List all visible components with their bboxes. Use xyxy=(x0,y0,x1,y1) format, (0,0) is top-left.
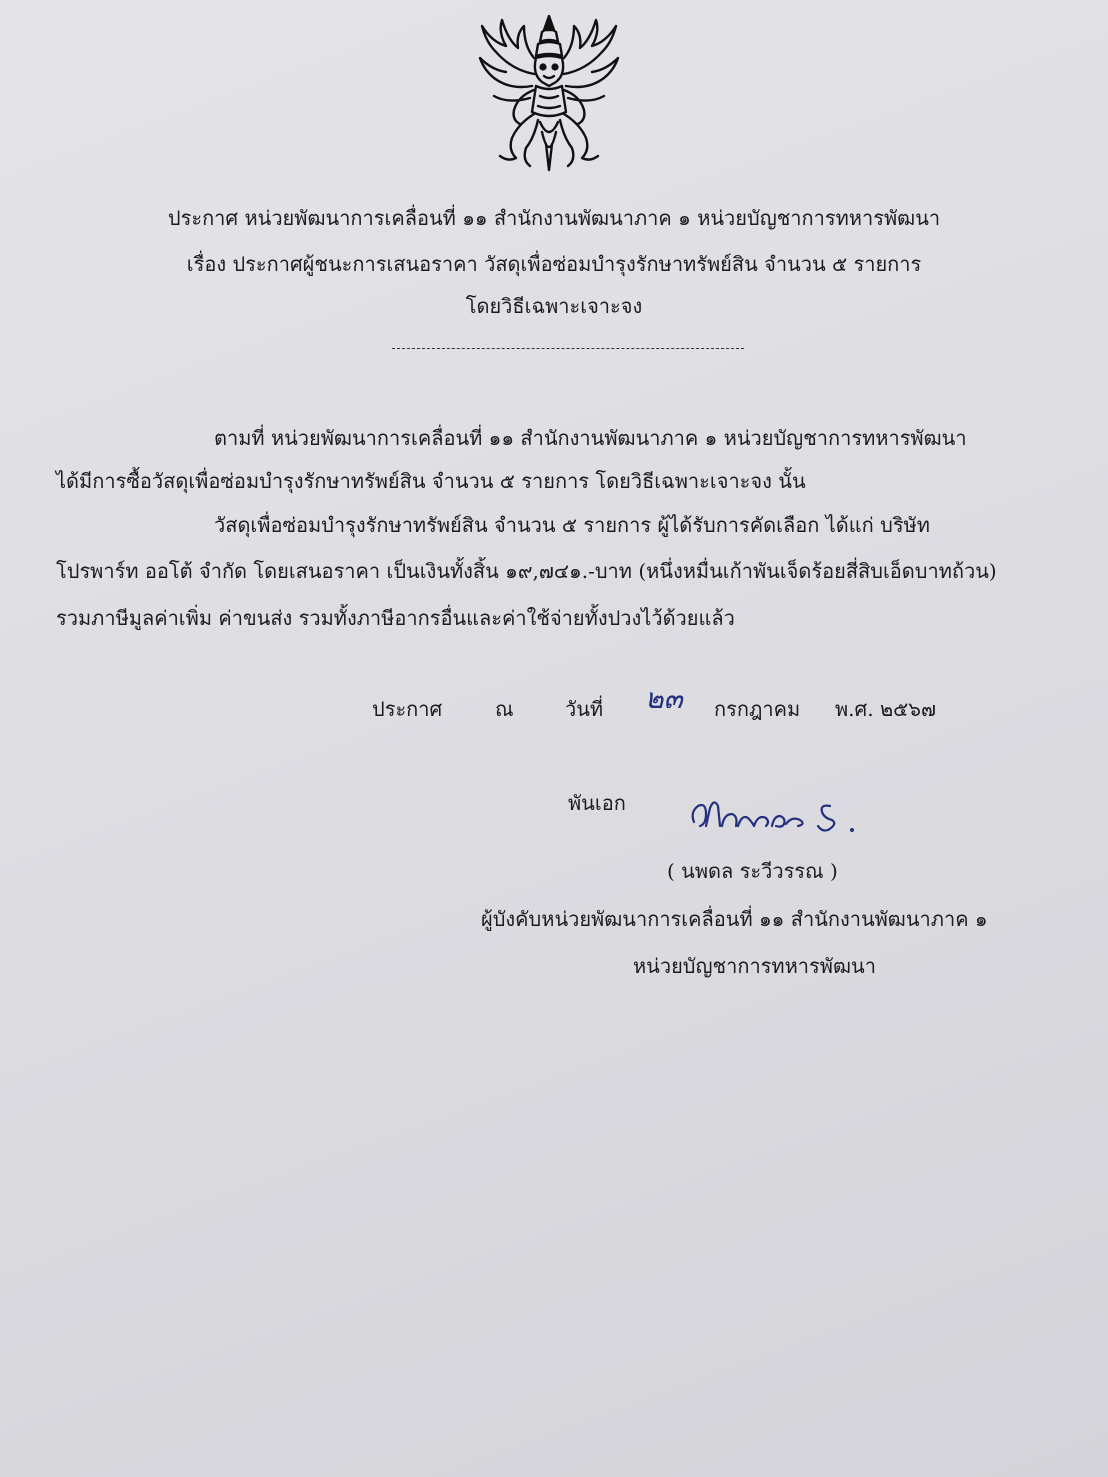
body-paragraph1-line1: ตามที่ หน่วยพัฒนาการเคลื่อนที่ ๑๑ สำนักงานพัฒนาภาค ๑ หน่วยบัญชาการทหารพัฒนา xyxy=(214,426,967,450)
body-paragraph2-line1: วัสดุเพื่อซ่อมบำรุงรักษาทรัพย์สิน จำนวน ๕ รายการ ผู้ได้รับการคัดเลือก ได้แก่ บริษัท xyxy=(214,513,930,537)
date-announce-label: ประกาศ xyxy=(372,697,443,721)
date-month: กรกฎาคม xyxy=(714,697,801,721)
handwritten-signature xyxy=(688,792,868,840)
signature-rank: พันเอก xyxy=(568,791,626,815)
date-day-label: วันที่ xyxy=(565,697,604,721)
date-year: พ.ศ. ๒๕๖๗ xyxy=(835,697,937,721)
body-paragraph2-line3: รวมภาษีมูลค่าเพิ่ม ค่าขนส่ง รวมทั้งภาษีอากรอื่นและค่าใช้จ่ายทั้งปวงไว้ด้วยแล้ว xyxy=(56,606,735,630)
body-paragraph2-line2: โปรพาร์ท ออโต้ จำกัด โดยเสนอราคา เป็นเงินทั้งสิ้น ๑๙,๗๔๑.-บาท (หนึ่งหมื่นเก้าพันเจ็ดร้อยสี่สิบเอ็ดบาทถ้วน) xyxy=(56,559,997,583)
signatory-name: ( นพดล ระวีวรรณ ) xyxy=(667,859,838,883)
heading-title: ประกาศ หน่วยพัฒนาการเคลื่อนที่ ๑๑ สำนักงานพัฒนาภาค ๑ หน่วยบัญชาการทหารพัฒนา xyxy=(167,206,941,230)
heading-method: โดยวิธีเฉพาะเจาะจง xyxy=(465,294,643,318)
date-day-value: ๒๓ xyxy=(645,682,683,715)
garuda-emblem-icon xyxy=(474,12,624,174)
signatory-position-line2: หน่วยบัญชาการทหารพัฒนา xyxy=(633,954,876,978)
heading-divider xyxy=(392,348,744,349)
heading-subject: เรื่อง ประกาศผู้ชนะการเสนอราคา วัสดุเพื่อซ่อมบำรุงรักษาทรัพย์สิน จำนวน ๕ รายการ xyxy=(186,252,922,276)
signatory-position-line1: ผู้บังคับหน่วยพัฒนาการเคลื่อนที่ ๑๑ สำนักงานพัฒนาภาค ๑ xyxy=(481,907,988,931)
date-at-label: ณ xyxy=(495,697,514,721)
body-paragraph1-line2: ได้มีการซื้อวัสดุเพื่อซ่อมบำรุงรักษาทรัพย์สิน จำนวน ๕ รายการ โดยวิธีเฉพาะเจาะจง นั้น xyxy=(56,469,806,493)
